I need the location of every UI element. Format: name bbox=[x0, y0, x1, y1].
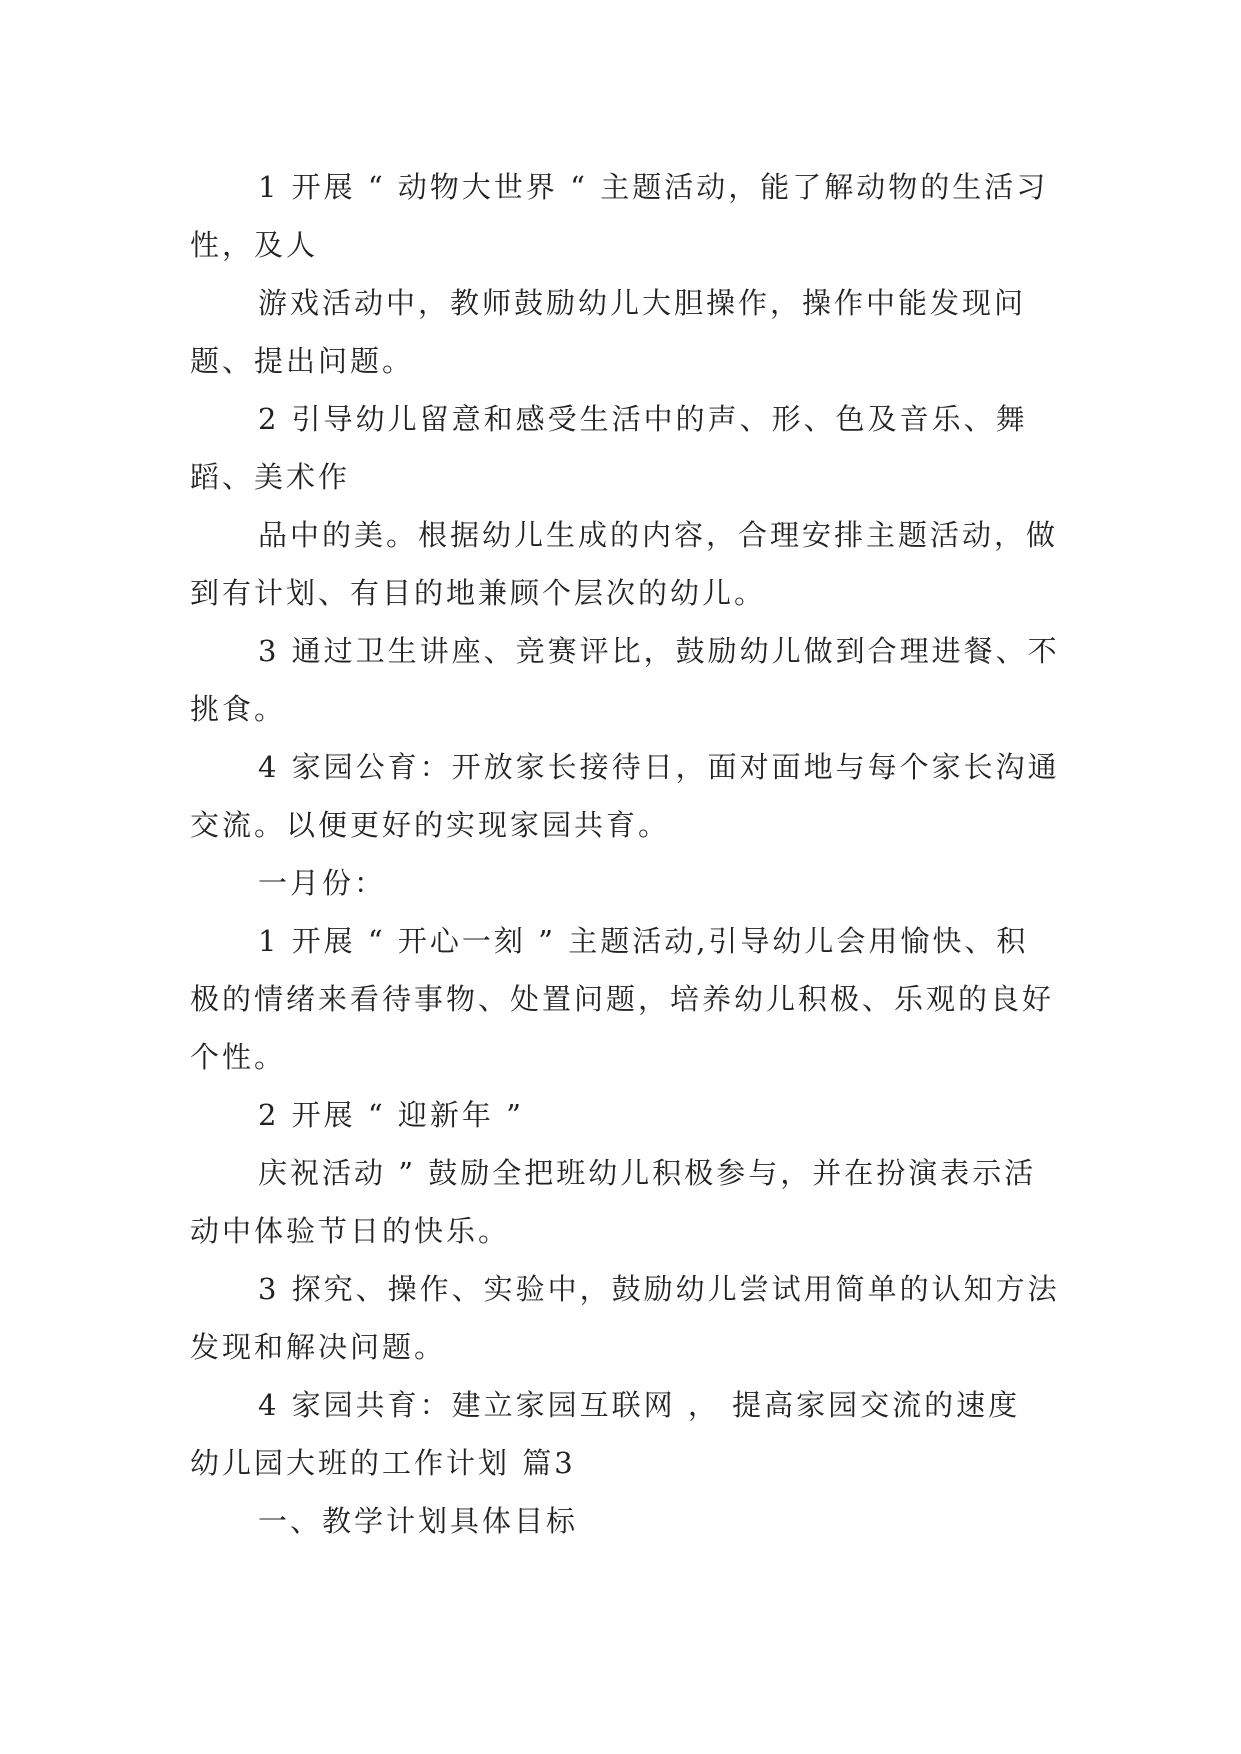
paragraph-9: 2 开展 “ 迎新年 ” bbox=[258, 1098, 524, 1132]
paragraph-6: 4 家园公育：开放家长接待日，面对面地与每个家长沟通交流。以便更好的实现家园共育。 bbox=[190, 750, 1060, 842]
paragraph-3: 2 引导幼儿留意和感受生活中的声、形、色及音乐、舞蹈、美术作 bbox=[190, 402, 1028, 494]
final-heading: 一、教学计划具体目标 bbox=[258, 1504, 579, 1538]
paragraph-5: 3 通过卫生讲座、竞赛评比，鼓励幼儿做到合理进餐、不挑食。 bbox=[190, 634, 1060, 726]
section-title: 幼儿园大班的工作计划 篇3 bbox=[190, 1446, 576, 1480]
paragraph-7: 一月份： bbox=[258, 866, 387, 900]
paragraph-10: 庆祝活动 ” 鼓励全把班幼儿积极参与，并在扮演表示活动中体验节日的快乐。 bbox=[190, 1156, 1037, 1248]
paragraph-11: 3 探究、操作、实验中，鼓励幼儿尝试用简单的认知方法发现和解决问题。 bbox=[190, 1272, 1060, 1364]
document-body bbox=[190, 158, 1060, 1550]
paragraph-8: 1 开展 “ 开心一刻 ” 主题活动,引导幼儿会用愉快、积极的情绪来看待事物、处置问题，培养幼儿积极、乐观的良好个性。 bbox=[190, 924, 1055, 1074]
paragraph-2: 游戏活动中，教师鼓励幼儿大胆操作，操作中能发现问题、提出问题。 bbox=[190, 286, 1027, 378]
paragraph-12: 4 家园共育：建立家园互联网 ， 提高家园交流的速度 bbox=[258, 1388, 1021, 1422]
paragraph-4: 品中的美。根据幼儿生成的内容，合理安排主题活动，做到有计划、有目的地兼顾个层次的幼儿。 bbox=[190, 518, 1059, 610]
paragraph-1: 1 开展 “ 动物大世界 “ 主题活动，能了解动物的生活习性，及人 bbox=[190, 170, 1049, 262]
